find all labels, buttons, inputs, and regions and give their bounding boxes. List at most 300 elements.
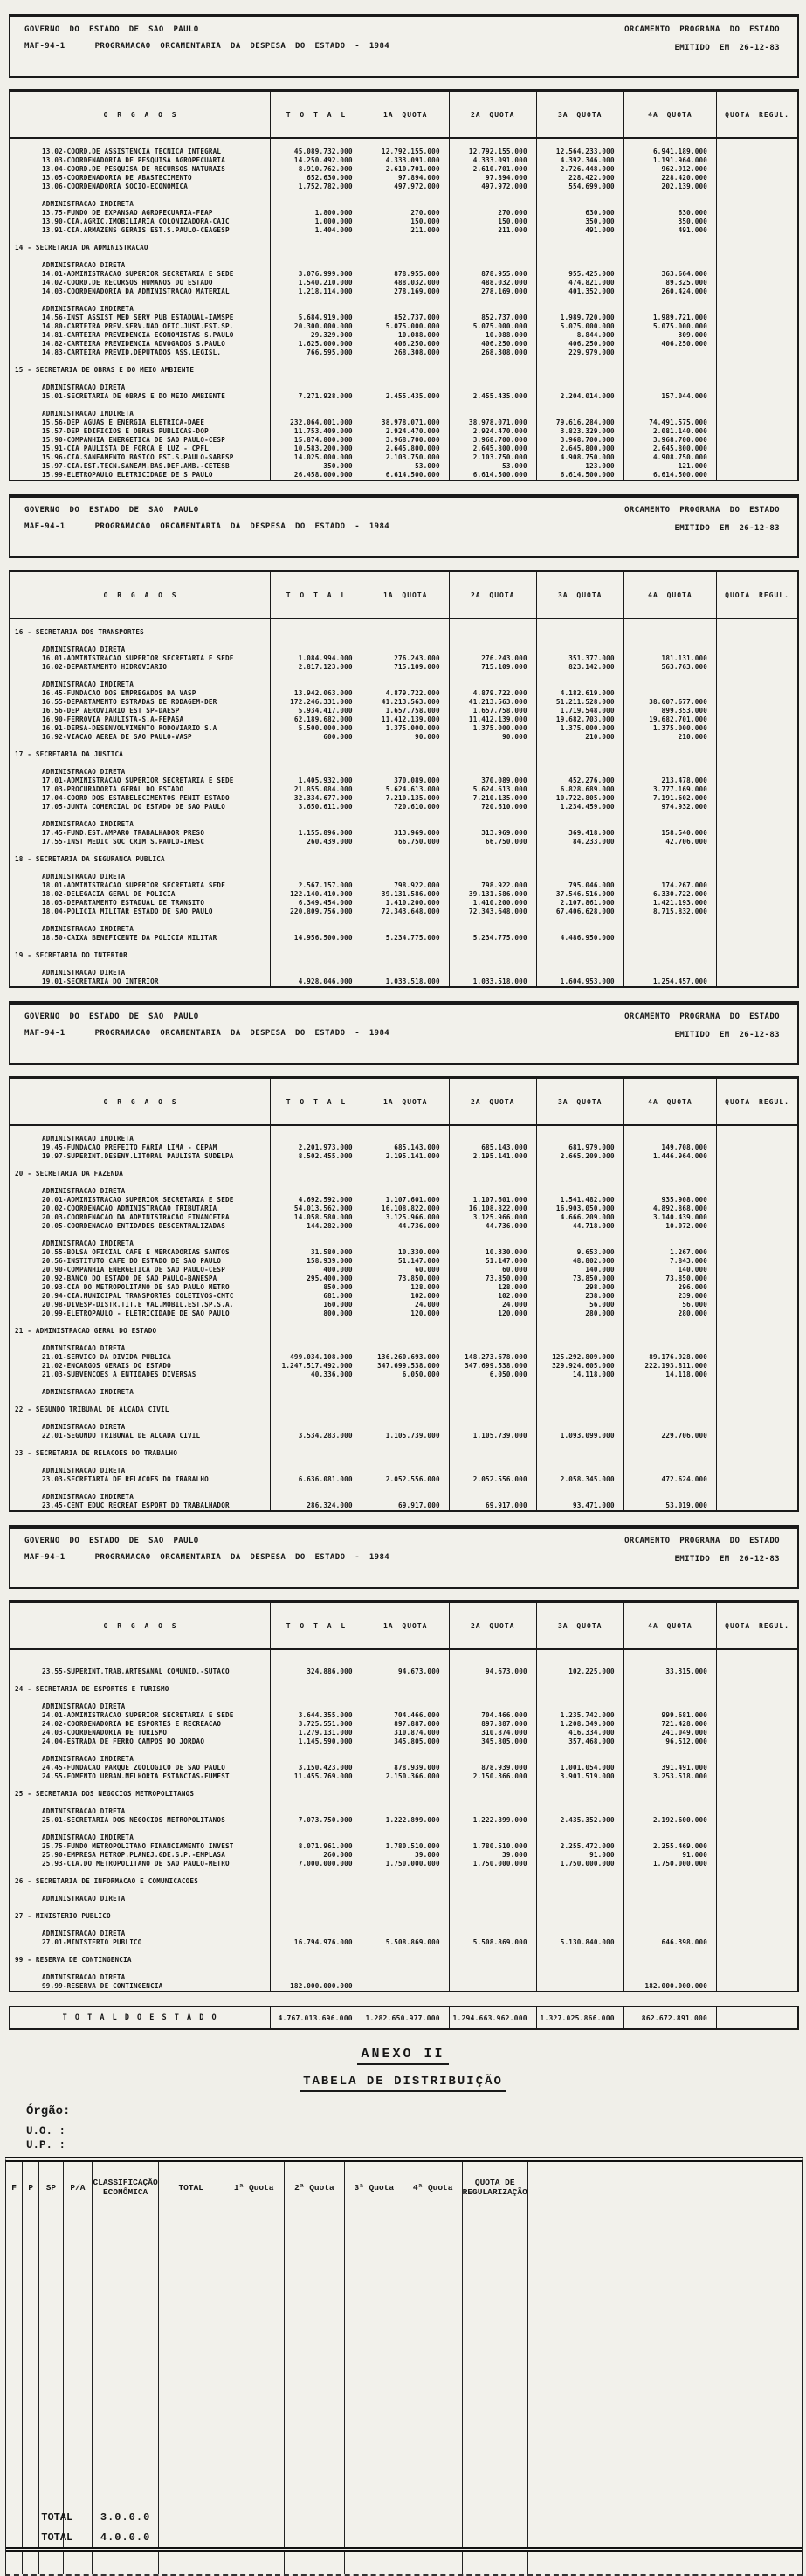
quota-regul-cell xyxy=(717,218,797,226)
value-cell xyxy=(624,1965,717,1973)
form-column-header xyxy=(528,2162,802,2213)
value-cell: 1.267.000 xyxy=(624,1248,717,1257)
value-cell: 13.942.063.000 xyxy=(271,689,362,698)
value-cell xyxy=(450,1484,537,1493)
value-cell xyxy=(362,1956,450,1965)
value-cell: 11.753.409.000 xyxy=(271,427,362,436)
value-cell: 11.412.139.000 xyxy=(450,715,537,724)
value-cell: 351.377.000 xyxy=(537,654,624,663)
value-cell xyxy=(271,1397,362,1405)
quota-regul-cell xyxy=(717,1842,797,1851)
table-row xyxy=(10,1711,797,1720)
value-cell xyxy=(362,296,450,305)
value-cell: 128.000 xyxy=(362,1283,450,1292)
value-cell xyxy=(362,1886,450,1895)
value-cell xyxy=(450,383,537,392)
form-end-cell xyxy=(345,2552,403,2574)
quota-regul-cell xyxy=(717,1956,797,1965)
value-cell xyxy=(450,680,537,689)
value-cell: 7.191.602.000 xyxy=(624,794,717,803)
quota-regul-cell xyxy=(717,349,797,357)
column-header: O R G A O S xyxy=(10,92,271,137)
value-cell: 2.195.141.000 xyxy=(450,1152,537,1161)
value-cell xyxy=(271,1790,362,1799)
value-cell xyxy=(271,1388,362,1397)
org-label: 24 - SECRETARIA DE ESPORTES E TURISMO xyxy=(10,1685,271,1694)
value-cell: 79.616.284.000 xyxy=(537,418,624,427)
value-cell xyxy=(271,1449,362,1458)
value-cell: 1.107.601.000 xyxy=(450,1196,537,1205)
form-cell xyxy=(345,2527,403,2547)
org-label: 15 - SECRETARIA DE OBRAS E DO MEIO AMBIENTE xyxy=(10,366,271,375)
value-cell: 1.279.131.000 xyxy=(271,1729,362,1737)
value-cell: 10.330.000 xyxy=(362,1248,450,1257)
value-cell xyxy=(537,1187,624,1196)
quota-regul-cell xyxy=(717,1187,797,1196)
orgao-label: Órgão: xyxy=(26,2104,71,2118)
value-cell: 278.169.000 xyxy=(450,287,537,296)
form-cell xyxy=(528,2527,802,2547)
value-cell: 350.000 xyxy=(537,218,624,226)
value-cell xyxy=(624,811,717,820)
value-cell: 350.000 xyxy=(624,218,717,226)
value-cell xyxy=(537,742,624,750)
value-cell: 51.147.000 xyxy=(362,1257,450,1266)
org-label: 23.45-CENT EDUC RECREAT ESPORT DO TRABALHADOR xyxy=(10,1502,271,1510)
value-cell: 1.191.964.000 xyxy=(624,156,717,165)
report-title: PROGRAMACAO ORCAMENTARIA DA DESPESA DO ESTADO - 1984 xyxy=(94,1553,390,1562)
org-label: ADMINISTRACAO DIRETA xyxy=(10,646,271,654)
value-cell xyxy=(450,1388,537,1397)
value-cell: 2.435.352.000 xyxy=(537,1816,624,1825)
column-header: 4A QUOTA xyxy=(624,572,717,618)
quota-regul-cell xyxy=(717,1746,797,1755)
value-cell: 102.000 xyxy=(450,1292,537,1301)
blank-row xyxy=(10,811,797,820)
value-cell: 1.446.964.000 xyxy=(624,1152,717,1161)
value-cell xyxy=(624,628,717,637)
value-cell xyxy=(271,1973,362,1982)
value-cell xyxy=(624,191,717,200)
value-cell xyxy=(537,1886,624,1895)
value-cell: 2.567.157.000 xyxy=(271,881,362,890)
value-cell xyxy=(362,1240,450,1248)
quota-regul-cell xyxy=(717,1266,797,1274)
value-cell: 1.375.000.000 xyxy=(450,724,537,733)
table-row xyxy=(10,803,797,811)
value-cell: 800.000 xyxy=(271,1309,362,1318)
blank-row xyxy=(10,1650,797,1659)
value-cell: 3.125.966.000 xyxy=(450,1213,537,1222)
table-row xyxy=(10,777,797,785)
value-cell: 73.850.000 xyxy=(450,1274,537,1283)
form-body-cell xyxy=(403,2213,462,2507)
value-cell xyxy=(624,1825,717,1834)
value-cell: 210.000 xyxy=(537,733,624,742)
column-header: 2A QUOTA xyxy=(450,92,537,137)
quota-regul-cell xyxy=(717,1449,797,1458)
value-cell xyxy=(362,1895,450,1903)
table-row xyxy=(10,881,797,890)
value-cell xyxy=(537,1240,624,1248)
value-cell xyxy=(271,296,362,305)
org-label xyxy=(10,1336,271,1344)
gov-title: GOVERNO DO ESTADO DE SAO PAULO xyxy=(24,1012,199,1021)
table-row xyxy=(10,1982,797,1991)
org-label: 21.03-SUBVENCOES A ENTIDADES DIVERSAS xyxy=(10,1371,271,1379)
quota-regul-cell xyxy=(717,1737,797,1746)
value-cell: 2.645.800.000 xyxy=(362,445,450,453)
group-row xyxy=(10,261,797,270)
table-row xyxy=(10,1257,797,1266)
value-cell: 452.276.000 xyxy=(537,777,624,785)
report-title: PROGRAMACAO ORCAMENTARIA DA DESPESA DO ESTADO - 1984 xyxy=(94,42,390,51)
group-row xyxy=(10,925,797,934)
value-cell xyxy=(271,680,362,689)
form-column-header: TOTAL xyxy=(159,2162,224,2213)
value-cell: 44.736.000 xyxy=(362,1222,450,1231)
value-cell: 276.243.000 xyxy=(362,654,450,663)
quota-regul-cell xyxy=(717,811,797,820)
section-row xyxy=(10,1956,797,1965)
value-cell xyxy=(537,680,624,689)
value-cell xyxy=(450,1973,537,1982)
value-cell xyxy=(624,296,717,305)
value-cell xyxy=(271,1825,362,1834)
org-label: 13.02-COORD.DE ASSISTENCIA TECNICA INTEGRAL xyxy=(10,148,271,156)
column-header: 1A QUOTA xyxy=(362,92,450,137)
value-cell: 2.726.448.000 xyxy=(537,165,624,174)
value-cell xyxy=(362,951,450,960)
value-cell xyxy=(362,1755,450,1764)
value-cell xyxy=(450,1240,537,1248)
quota-regul-cell xyxy=(717,1921,797,1930)
value-cell xyxy=(450,646,537,654)
org-label xyxy=(10,1178,271,1187)
form-total-label: TOTAL xyxy=(39,2527,63,2547)
org-label: ADMINISTRACAO DIRETA xyxy=(10,969,271,977)
quota-regul-cell xyxy=(717,383,797,392)
value-cell xyxy=(450,261,537,270)
group-row xyxy=(10,410,797,418)
gov-title: GOVERNO DO ESTADO DE SAO PAULO xyxy=(24,506,199,515)
value-cell: 1.410.200.000 xyxy=(450,899,537,908)
value-cell xyxy=(624,1414,717,1423)
quota-regul-cell xyxy=(717,1475,797,1484)
report-title: PROGRAMACAO ORCAMENTARIA DA DESPESA DO ESTADO - 1984 xyxy=(94,522,390,531)
value-cell xyxy=(450,1903,537,1912)
quota-regul-cell xyxy=(717,322,797,331)
section-row xyxy=(10,951,797,960)
org-label xyxy=(10,916,271,925)
value-cell: 44.736.000 xyxy=(450,1222,537,1231)
value-cell xyxy=(271,1231,362,1240)
value-cell xyxy=(362,811,450,820)
org-label: 13.75-FUNDO DE EXPANSAO AGROPECUARIA-FEAP xyxy=(10,209,271,218)
column-header: QUOTA REGUL. xyxy=(725,590,789,599)
value-cell xyxy=(271,1895,362,1903)
table-row xyxy=(10,908,797,916)
table-header-row xyxy=(10,572,797,619)
value-cell: 210.000 xyxy=(624,733,717,742)
org-label: 13.06-COORDENADORIA SOCIO-ECONOMICA xyxy=(10,183,271,191)
value-cell: 416.334.000 xyxy=(537,1729,624,1737)
table-row xyxy=(10,838,797,846)
value-cell xyxy=(362,1702,450,1711)
value-cell xyxy=(624,235,717,244)
value-cell xyxy=(271,1178,362,1187)
form-total-label: TOTAL xyxy=(39,2507,63,2527)
value-cell xyxy=(450,1467,537,1475)
org-label xyxy=(10,1318,271,1327)
form-body-cell xyxy=(64,2213,93,2507)
value-cell xyxy=(271,366,362,375)
value-cell xyxy=(271,1440,362,1449)
value-cell xyxy=(624,925,717,934)
value-cell xyxy=(271,951,362,960)
org-label: 14.80-CARTEIRA PREV.SERV.NAO OFIC.JUST.EST.SP. xyxy=(10,322,271,331)
quota-regul-cell xyxy=(717,1292,797,1301)
quota-regul-cell xyxy=(717,733,797,742)
org-label: 15.99-ELETROPAULO ELETRICIDADE DE S PAULO xyxy=(10,471,271,480)
value-cell: 1.222.899.000 xyxy=(450,1816,537,1825)
value-cell: 1.105.739.000 xyxy=(362,1432,450,1440)
column-header: 1A QUOTA xyxy=(362,1079,450,1124)
table-row xyxy=(10,156,797,165)
quota-regul-cell xyxy=(717,1650,797,1659)
org-label: 23.03-SECRETARIA DE RELACOES DO TRABALHO xyxy=(10,1475,271,1484)
value-cell xyxy=(362,1170,450,1178)
column-header: 2A QUOTA xyxy=(450,1079,537,1124)
value-cell: 1.105.739.000 xyxy=(450,1432,537,1440)
value-cell: 51.147.000 xyxy=(450,1257,537,1266)
value-cell xyxy=(624,1126,717,1135)
org-label: 13.90-CIA.AGRIC.IMOBILIARIA COLONIZADORA-CAIC xyxy=(10,218,271,226)
value-cell: 370.089.000 xyxy=(450,777,537,785)
page-header xyxy=(9,1525,799,1589)
value-cell xyxy=(624,1388,717,1397)
column-header: 4A QUOTA xyxy=(624,92,717,137)
value-cell xyxy=(624,375,717,383)
table-row xyxy=(10,322,797,331)
value-cell xyxy=(271,1685,362,1694)
value-cell xyxy=(537,1685,624,1694)
value-cell: 5.075.000.000 xyxy=(362,322,450,331)
value-cell: 721.428.000 xyxy=(624,1720,717,1729)
value-cell xyxy=(362,637,450,646)
value-cell: 140.000 xyxy=(537,1266,624,1274)
quota-regul-cell xyxy=(717,445,797,453)
value-cell xyxy=(362,960,450,969)
quota-regul-cell xyxy=(717,803,797,811)
value-cell: 2.455.435.000 xyxy=(450,392,537,401)
value-cell xyxy=(450,244,537,252)
value-cell: 229.706.000 xyxy=(624,1432,717,1440)
value-cell xyxy=(624,1318,717,1327)
value-cell: 3.968.700.000 xyxy=(362,436,450,445)
value-cell: 14.025.000.000 xyxy=(271,453,362,462)
value-cell: 3.150.423.000 xyxy=(271,1764,362,1772)
value-cell: 1.375.000.000 xyxy=(362,724,450,733)
value-cell xyxy=(271,1755,362,1764)
value-cell xyxy=(450,235,537,244)
table-row xyxy=(10,340,797,349)
form-cell xyxy=(23,2507,39,2527)
value-cell xyxy=(362,383,450,392)
value-cell xyxy=(624,672,717,680)
value-cell xyxy=(362,1135,450,1143)
value-cell xyxy=(271,1126,362,1135)
value-cell: 309.000 xyxy=(624,331,717,340)
org-label: ADMINISTRACAO DIRETA xyxy=(10,873,271,881)
value-cell: 563.763.000 xyxy=(624,663,717,672)
quota-regul-cell xyxy=(717,1240,797,1248)
quota-regul-cell xyxy=(717,1903,797,1912)
value-cell: 97.894.000 xyxy=(450,174,537,183)
quota-regul-cell xyxy=(717,418,797,427)
quota-regul-cell xyxy=(717,174,797,183)
table-row xyxy=(10,733,797,742)
value-cell xyxy=(271,759,362,768)
value-cell: 21.855.084.000 xyxy=(271,785,362,794)
value-cell: 10.088.000 xyxy=(450,331,537,340)
value-cell: 90.000 xyxy=(450,733,537,742)
value-cell xyxy=(450,1694,537,1702)
value-cell xyxy=(624,1327,717,1336)
value-cell xyxy=(537,1807,624,1816)
org-label: 14.82-CARTEIRA PREVIDENCIA ADVOGADOS S.PAULO xyxy=(10,340,271,349)
value-cell: 14.058.580.000 xyxy=(271,1213,362,1222)
group-row xyxy=(10,1344,797,1353)
value-cell xyxy=(537,401,624,410)
value-cell xyxy=(537,646,624,654)
quota-regul-cell xyxy=(717,1388,797,1397)
value-cell: 121.000 xyxy=(624,462,717,471)
quota-regul-cell xyxy=(717,1397,797,1405)
value-cell: 158.540.000 xyxy=(624,829,717,838)
value-cell xyxy=(537,1336,624,1344)
org-label: 18.02-DELEGACIA GERAL DE POLICIA xyxy=(10,890,271,899)
value-cell xyxy=(362,1982,450,1991)
quota-regul-cell xyxy=(717,1825,797,1834)
value-cell xyxy=(362,1440,450,1449)
value-cell: 2.645.800.000 xyxy=(450,445,537,453)
table-row xyxy=(10,1502,797,1510)
value-cell: 350.000 xyxy=(271,462,362,471)
form-cell xyxy=(463,2527,528,2547)
value-cell: 1.989.720.000 xyxy=(537,314,624,322)
budget-table xyxy=(9,1076,799,1512)
value-cell: 84.233.000 xyxy=(537,838,624,846)
value-cell xyxy=(537,873,624,881)
org-label: ADMINISTRACAO INDIRETA xyxy=(10,1834,271,1842)
value-cell xyxy=(537,200,624,209)
org-label: ADMINISTRACAO INDIRETA xyxy=(10,925,271,934)
form-cell xyxy=(64,2507,93,2527)
value-cell xyxy=(537,357,624,366)
org-label: 15.01-SECRETARIA DE OBRAS E DO MEIO AMBIENTE xyxy=(10,392,271,401)
value-cell: 24.000 xyxy=(362,1301,450,1309)
value-cell xyxy=(271,1746,362,1755)
uo-label: U.O. : xyxy=(26,2125,66,2137)
value-cell: 66.750.000 xyxy=(362,838,450,846)
table-row xyxy=(10,1309,797,1318)
value-cell: 4.486.950.000 xyxy=(537,934,624,943)
org-label: 24.45-FUNDACAO PARQUE ZOOLOGICO DE SAO PAULO xyxy=(10,1764,271,1772)
value-cell xyxy=(362,1379,450,1388)
column-header: QUOTA REGUL. xyxy=(725,1097,789,1106)
value-cell xyxy=(537,1912,624,1921)
quota-regul-cell xyxy=(717,890,797,899)
value-cell xyxy=(537,252,624,261)
quota-regul-cell xyxy=(717,287,797,296)
org-label: 15.96-CIA.SANEAMENTO BASICO EST.S.PAULO-SABESP xyxy=(10,453,271,462)
value-cell: 260.000 xyxy=(271,1851,362,1860)
blank-row xyxy=(10,1965,797,1973)
program-label: ORCAMENTO PROGRAMA DO ESTADO xyxy=(624,506,780,515)
form-cell xyxy=(6,2527,23,2547)
quota-regul-cell xyxy=(717,1344,797,1353)
budget-table xyxy=(9,89,799,481)
value-cell xyxy=(362,305,450,314)
value-cell xyxy=(624,1877,717,1886)
column-header: QUOTA REGUL. xyxy=(725,1621,789,1630)
value-cell xyxy=(362,1397,450,1405)
value-cell xyxy=(624,1746,717,1755)
value-cell xyxy=(624,1702,717,1711)
value-cell: 222.193.811.000 xyxy=(624,1362,717,1371)
value-cell: 5.075.000.000 xyxy=(537,322,624,331)
value-cell: 268.308.000 xyxy=(362,349,450,357)
table-row xyxy=(10,785,797,794)
org-label xyxy=(10,1231,271,1240)
table-row xyxy=(10,287,797,296)
table-row xyxy=(10,1720,797,1729)
quota-regul-cell xyxy=(717,742,797,750)
value-cell xyxy=(362,619,450,628)
org-label xyxy=(10,401,271,410)
quota-regul-cell xyxy=(717,934,797,943)
org-label: 19 - SECRETARIA DO INTERIOR xyxy=(10,951,271,960)
value-cell: 766.595.000 xyxy=(271,349,362,357)
org-label: 27.01-MINISTERIO PUBLICO xyxy=(10,1938,271,1947)
value-cell: 5.075.000.000 xyxy=(624,322,717,331)
value-cell: 8.071.961.000 xyxy=(271,1842,362,1851)
value-cell: 39.131.586.000 xyxy=(362,890,450,899)
value-cell: 962.912.000 xyxy=(624,165,717,174)
value-cell: 120.000 xyxy=(450,1309,537,1318)
value-cell xyxy=(537,235,624,244)
table-row xyxy=(10,471,797,480)
value-cell: 4.182.619.000 xyxy=(537,689,624,698)
value-cell: 1.750.000.000 xyxy=(537,1860,624,1868)
org-label xyxy=(10,864,271,873)
quota-regul-cell xyxy=(717,410,797,418)
page-header xyxy=(9,14,799,78)
form-cell xyxy=(159,2507,224,2527)
blank-row xyxy=(10,1336,797,1344)
value-cell: 2.255.472.000 xyxy=(537,1842,624,1851)
value-cell xyxy=(362,200,450,209)
quota-regul-cell xyxy=(717,1405,797,1414)
value-cell: 474.821.000 xyxy=(537,279,624,287)
table-row xyxy=(10,1668,797,1676)
value-cell: 90.000 xyxy=(362,733,450,742)
org-label: 22.01-SEGUNDO TRIBUNAL DE ALCADA CIVIL xyxy=(10,1432,271,1440)
quota-regul-cell xyxy=(717,951,797,960)
value-cell: 798.922.000 xyxy=(450,881,537,890)
quota-regul-cell xyxy=(717,1895,797,1903)
